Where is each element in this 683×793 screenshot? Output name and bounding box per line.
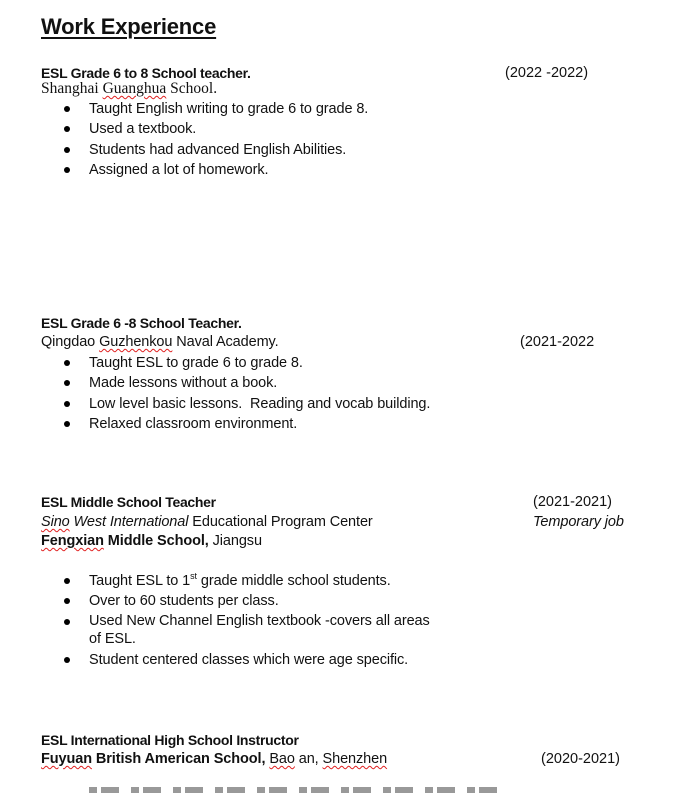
school-name-part: Guzhenkou <box>99 334 173 350</box>
school-name-part: Bao <box>269 751 295 767</box>
clipped-text-fragment <box>89 787 509 793</box>
school-name-part: Fengxian <box>41 533 104 549</box>
job-title: ESL Grade 6 to 8 School teacher. <box>41 65 251 81</box>
list-item-text: Used a textbook. <box>89 121 197 138</box>
clipped-text-line <box>89 787 509 793</box>
school-name-part: Middle School, <box>103 533 209 549</box>
bullet-icon <box>64 619 70 625</box>
school-name-part: Guanghua <box>102 80 167 97</box>
job-title: ESL Grade 6 -8 School Teacher. <box>41 315 242 331</box>
list-item <box>62 99 368 119</box>
job-note: Temporary job <box>533 514 624 530</box>
school-name-part: Qingdao <box>41 334 100 350</box>
list-item <box>62 160 368 180</box>
school-name-part: Shenzhen <box>322 751 388 767</box>
bullet-icon <box>64 578 70 584</box>
school-name <box>41 751 387 767</box>
list-item-text: Relaxed classroom environment. <box>89 415 298 432</box>
job-title: ESL International High School Instructor <box>41 732 299 748</box>
list-item <box>62 373 430 393</box>
school-name-part: British American School, <box>91 751 266 767</box>
list-item <box>62 612 439 648</box>
ordinal-suffix: st <box>190 571 197 581</box>
list-item-text: Students had advanced English Abilities. <box>89 141 347 158</box>
bullet-icon <box>64 598 70 604</box>
list-item-text: Over to 60 students per class. <box>89 593 279 610</box>
list-item-text: grade middle school students. <box>196 573 391 589</box>
duties-list <box>62 353 430 434</box>
bullet-icon <box>64 360 70 366</box>
school-name-part: Naval Academy. <box>172 334 279 350</box>
list-item <box>62 353 430 373</box>
school-name <box>41 334 279 350</box>
bullet-icon <box>64 657 70 663</box>
school-name-part: Fuyuan <box>41 751 92 767</box>
school-name-part: Jiangsu <box>208 533 262 549</box>
list-item <box>62 394 430 414</box>
job-dates: (2020-2021) <box>541 751 620 767</box>
list-item-text: Low level basic lessons. Reading and vocab building. <box>89 395 431 412</box>
list-item <box>62 414 430 434</box>
bullet-icon <box>64 167 70 173</box>
bullet-icon <box>64 380 70 386</box>
job-title: ESL Middle School Teacher <box>41 494 216 510</box>
bullet-icon <box>64 147 70 153</box>
school-name <box>41 533 262 549</box>
list-item <box>62 650 439 670</box>
job-dates: (2021-2022 <box>520 334 595 350</box>
list-item-text: Taught English writing to grade 6 to grade 8. <box>89 101 369 117</box>
duties-list <box>62 99 368 180</box>
list-item-text: Assigned a lot of homework. <box>89 161 269 178</box>
organization-name-part: Sino <box>41 514 70 530</box>
school-name-part: Shanghai <box>41 80 103 97</box>
list-item-text: Used New Channel English textbook -covers all areas of ESL. <box>89 612 430 647</box>
job-dates: (2021-2021) <box>533 494 612 510</box>
list-item-text: Made lessons without a book. <box>89 375 278 392</box>
bullet-icon <box>64 421 70 427</box>
list-item-text: Taught ESL to 1 <box>89 573 191 589</box>
section-heading: Work Experience <box>41 14 217 39</box>
bullet-icon <box>64 126 70 132</box>
school-name-part: School. <box>166 80 218 97</box>
organization-name-part: West International <box>69 514 189 530</box>
list-item <box>62 140 368 160</box>
list-item <box>62 119 368 139</box>
duties-list <box>62 571 439 670</box>
list-item-text: Taught ESL to grade 6 to grade 8. <box>89 355 303 371</box>
bullet-icon <box>64 106 70 112</box>
list-item-text: Student centered classes which were age specific. <box>89 651 409 668</box>
school-name <box>41 80 217 98</box>
organization-name <box>41 514 373 530</box>
list-item <box>62 591 439 611</box>
job-dates: (2022 -2022) <box>505 65 589 81</box>
organization-name-part: Educational Program Center <box>188 514 373 530</box>
list-item <box>62 571 439 591</box>
school-name-part: an, <box>294 751 323 767</box>
bullet-icon <box>64 401 70 407</box>
